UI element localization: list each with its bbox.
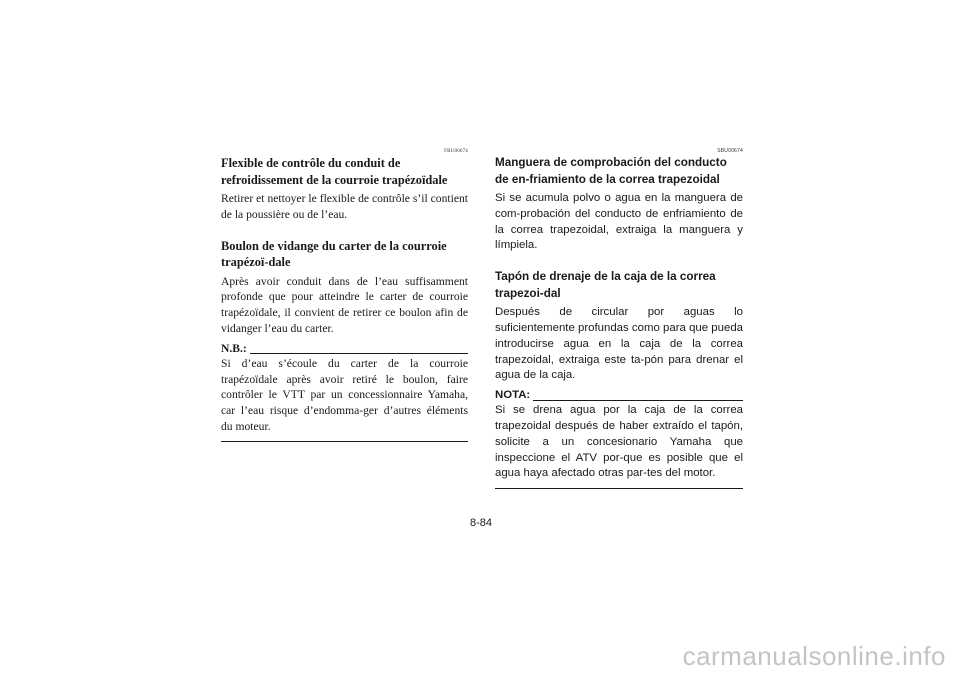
spanish-section-code: SBU00674 <box>717 148 743 154</box>
french-heading-flexible: Flexible de contrôle du conduit de refroidissement de la courroie trapézoïdale <box>221 156 448 187</box>
spanish-note-text: Si se drena agua por la caja de la correa trapezoidal después de haber extraído el tapón, solicite a un concesionario Yamaha que inspeccione el ATV por-que es posible que el agua haya afectado otras par-tes del motor. <box>495 404 743 480</box>
spanish-paragraph-tapon: Después de circular por aguas lo suficientemente profundas como para que pueda introducirse agua en la caja de la correa trapezoidal, extraiga este ta-pón para drenar el agua de la caja. <box>495 306 743 382</box>
french-column <box>221 148 468 442</box>
spanish-paragraph-manguera: Si se acumula polvo o agua en la manguera de com-probación del conducto de enfriamiento de la correa trapezoidal, extraiga la manguera y límpiela. <box>495 192 743 252</box>
spanish-heading-tapon: Tapón de drenaje de la caja de la correa trapezoi-dal <box>495 270 716 300</box>
watermark: carmanualsonline.info <box>682 641 946 671</box>
french-heading-boulon: Boulon de vidange du carter de la courroie trapézoï-dale <box>221 238 447 270</box>
french-note-end-rule <box>221 441 468 442</box>
spanish-note-header <box>495 388 743 403</box>
french-paragraph-boulon: Après avoir conduit dans de l’eau suffisamment profonde que pour atteindre le carter de courroie trapézoïdale, il convient de retirer ce boulon afin de vidanger l’eau du carter. <box>221 274 468 335</box>
spanish-column <box>495 148 743 489</box>
french-note-header <box>221 341 468 356</box>
french-paragraph-flexible: Retirer et nettoyer le flexible de contrôle s’il contient de la poussière ou de l’eau. <box>221 192 468 221</box>
page-number: 8-84 <box>470 517 493 529</box>
french-section-code: FBU00674 <box>444 149 468 154</box>
spanish-note-end-rule <box>495 488 743 489</box>
spanish-note-label: NOTA: <box>495 389 531 402</box>
spanish-heading-manguera: Manguera de comprobación del conducto de en-friamiento de la correa trapezoidal <box>495 156 727 186</box>
french-note-rule <box>250 353 468 354</box>
french-note-text: Si d’eau s’écoule du carter de la courroie trapézoïdale après avoir retiré le boulon, faire contrôler le VTT par un concessionnaire Yamaha, car l’eau risque d’endomma-ger d’autres éléments du moteur. <box>221 356 468 433</box>
spanish-note-rule <box>533 400 743 401</box>
french-note-label: N.B.: <box>221 341 247 355</box>
